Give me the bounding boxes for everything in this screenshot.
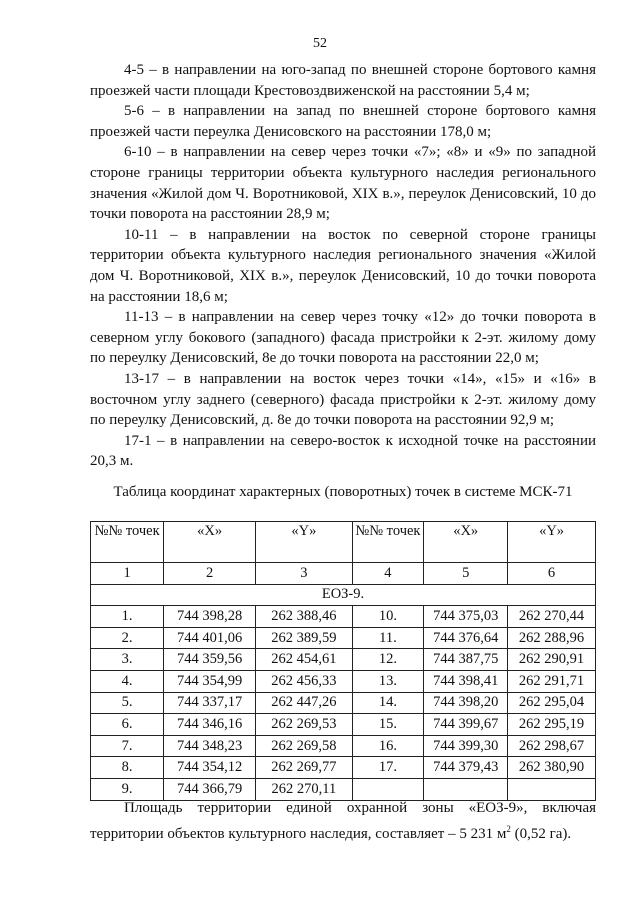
table-cell: 744 337,17	[164, 692, 256, 714]
zone-title: ЕОЗ-9.	[91, 584, 596, 606]
table-cell: 744 399,30	[424, 735, 508, 757]
table-caption: Таблица координат характерных (поворотных) точек в системе МСК-71	[113, 484, 573, 500]
column-header: №№ точек	[352, 522, 424, 563]
table-row	[91, 670, 596, 692]
table-cell	[424, 778, 508, 800]
table-cell: 262 456,33	[256, 670, 352, 692]
table-cell: 744 354,12	[164, 757, 256, 779]
table-cell: 744 375,03	[424, 606, 508, 628]
column-header: «Y»	[256, 522, 352, 563]
column-header: №№ точек	[91, 522, 164, 563]
table-cell: 8.	[91, 757, 164, 779]
column-number: 2	[164, 563, 256, 585]
table-row	[91, 757, 596, 779]
coordinates-table	[90, 521, 596, 801]
table-cell: 5.	[91, 692, 164, 714]
paragraph: 6-10 – в направлении на север через точки «7»; «8» и «9» по западной стороне границы территории объекта культурного наследия регионального значения «Жилой дом Ч. Воротниковой, XIX в.», переулок Денисовский, 10 до точки поворота на расстоянии 28,9 м;	[90, 144, 596, 223]
zone-title-row	[91, 584, 596, 606]
table-cell: 11.	[352, 627, 424, 649]
table-cell: 262 295,04	[508, 692, 596, 714]
area-text: Площадь территории единой охранной зоны «ЕОЗ-9», включая территории объектов культурного наследия, составляет – 5 231 м	[90, 800, 596, 842]
table-cell: 7.	[91, 735, 164, 757]
table-cell: 15.	[352, 714, 424, 736]
column-number: 1	[91, 563, 164, 585]
table-cell: 744 398,28	[164, 606, 256, 628]
table-row	[91, 714, 596, 736]
table-cell: 17.	[352, 757, 424, 779]
body-text	[90, 60, 596, 472]
table-cell: 10.	[352, 606, 424, 628]
table-cell: 744 379,43	[424, 757, 508, 779]
paragraph: 4-5 – в направлении на юго-запад по внешней стороне бортового камня проезжей части площади Крестовоздвиженской на расстоянии 5,4 м;	[90, 62, 596, 99]
column-header: «X»	[164, 522, 256, 563]
table-header-row	[91, 522, 596, 563]
paragraph: 10-11 – в направлении на восток по северной стороне границы территории объекта культурного наследия регионального значения «Жилой дом Ч. Воротниковой, XIX в.», переулок Денисовский, 10 до точки поворота на расстоянии 18,6 м;	[90, 226, 596, 305]
column-header: «Y»	[508, 522, 596, 563]
area-statement	[90, 798, 596, 844]
column-number-row	[91, 563, 596, 585]
table-cell: 9.	[91, 778, 164, 800]
table-row	[91, 649, 596, 671]
table-row	[91, 606, 596, 628]
table-cell: 2.	[91, 627, 164, 649]
table-cell: 1.	[91, 606, 164, 628]
table-cell: 744 359,56	[164, 649, 256, 671]
table-cell: 744 376,64	[424, 627, 508, 649]
paragraph: 13-17 – в направлении на восток через точки «14», «15» и «16» в восточном углу заднего (северного) фасада пристройки к 2-эт. жилому дому по переулку Денисовский, д. 8е до точки поворота на расстоянии 92,9 м;	[90, 370, 596, 429]
table-cell: 744 354,99	[164, 670, 256, 692]
table-cell: 262 298,67	[508, 735, 596, 757]
table-cell: 262 270,11	[256, 778, 352, 800]
table-cell: 16.	[352, 735, 424, 757]
column-number: 6	[508, 563, 596, 585]
paragraph: 11-13 – в направлении на север через точку «12» до точки поворота в северном углу бокового (западного) фасада пристройки к 2-эт. жилому дому по переулку Денисовский, 8е до точки поворота на расстоянии 22,0 м;	[90, 309, 596, 367]
table-cell: 262 269,53	[256, 714, 352, 736]
table-cell: 262 388,46	[256, 606, 352, 628]
table-cell: 262 269,58	[256, 735, 352, 757]
column-number: 3	[256, 563, 352, 585]
table-cell: 744 346,16	[164, 714, 256, 736]
table-cell: 262 291,71	[508, 670, 596, 692]
table-cell: 262 295,19	[508, 714, 596, 736]
table-cell: 6.	[91, 714, 164, 736]
table-cell: 262 380,90	[508, 757, 596, 779]
table-cell: 3.	[91, 649, 164, 671]
table-cell	[352, 778, 424, 800]
table-row	[91, 627, 596, 649]
table-cell: 744 398,20	[424, 692, 508, 714]
paragraph: 17-1 – в направлении на северо-восток к исходной точке на расстоянии 20,3 м.	[90, 432, 596, 470]
table-row	[91, 692, 596, 714]
table-cell: 744 387,75	[424, 649, 508, 671]
table-cell: 262 454,61	[256, 649, 352, 671]
table-cell: 4.	[91, 670, 164, 692]
table-body	[91, 606, 596, 800]
table-cell: 262 288,96	[508, 627, 596, 649]
area-text-tail: (0,52 га).	[510, 825, 572, 842]
area-paragraph	[90, 798, 596, 844]
table-cell: 262 270,44	[508, 606, 596, 628]
table-cell: 744 398,41	[424, 670, 508, 692]
column-number: 5	[424, 563, 508, 585]
table-cell: 262 447,26	[256, 692, 352, 714]
table-row	[91, 735, 596, 757]
area-unit-superscript: 2	[506, 823, 511, 834]
column-header: «X»	[424, 522, 508, 563]
table-cell: 744 366,79	[164, 778, 256, 800]
table-cell: 14.	[352, 692, 424, 714]
paragraph: 5-6 – в направлении на запад по внешней стороне бортового камня проезжей части переулка Денисовского на расстоянии 178,0 м;	[90, 103, 596, 140]
table-cell: 13.	[352, 670, 424, 692]
column-number: 4	[352, 563, 424, 585]
table-cell: 262 389,59	[256, 627, 352, 649]
table-cell	[508, 778, 596, 800]
table-cell: 744 399,67	[424, 714, 508, 736]
table-row	[91, 778, 596, 800]
table-cell: 744 348,23	[164, 735, 256, 757]
table-cell: 744 401,06	[164, 627, 256, 649]
table-cell: 12.	[352, 649, 424, 671]
table-cell: 262 269,77	[256, 757, 352, 779]
page-number: 52	[313, 36, 327, 51]
table-cell: 262 290,91	[508, 649, 596, 671]
